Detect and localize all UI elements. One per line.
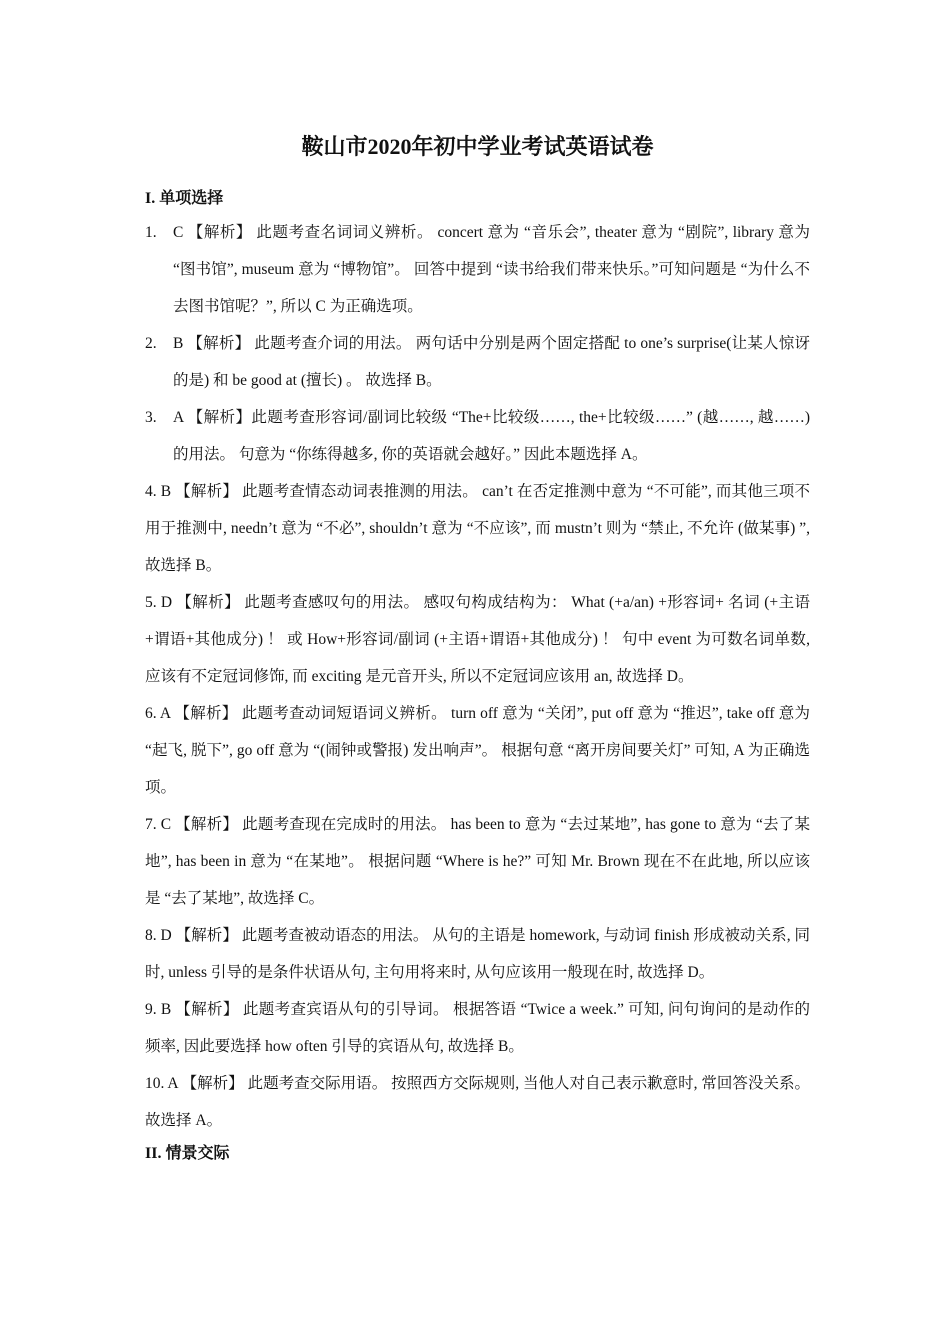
answer-item-5: 5. D 【解析】 此题考查感叹句的用法。 感叹句构成结构为： What (+a/an) +形容词+ 名词 (+主语+谓语+其他成分) ！ 或 How+形容词/副词 (+主语+谓语+其他成分) ！ 句中 event 为可数名词单数, 应该有不定冠词修饰, 而 exciting 是元音开头, 所以不定冠词应该用 an, 故选择 D。: [145, 594, 810, 685]
answer-item-6: 6. A 【解析】 此题考查动词短语词义辨析。 turn off 意为 “关闭”, put off 意为 “推迟”, take off 意为 “起飞, 脱下”, go off 意为 “(闹钟或警报) 发出响声”。 根据句意 “离开房间要关灯” 可知, A 为正确选项。: [145, 705, 810, 796]
item-number: 3.: [145, 409, 157, 426]
answer-item-3: [145, 399, 810, 473]
item-text: C 【解析】 此题考查名词词义辨析。 concert 意为 “音乐会”, theater 意为 “剧院”, library 意为 “图书馆”, museum 意为 “博物馆”。 回答中提到 “读书给我们带来快乐。”可知问题是 “为什么不去图书馆呢？”, 所以 C 为正确选项。: [173, 224, 810, 315]
answer-item-8: 8. D 【解析】 此题考查被动语态的用法。 从句的主语是 homework, 与动词 finish 形成被动关系, 同时, unless 引导的是条件状语从句, 主句用将来时, 从句应该用一般现在时, 故选择 D。: [145, 927, 810, 981]
section-heading-single-choice: I. 单项选择: [145, 190, 224, 207]
page-title: 鞍山市2020年初中学业考试英语试卷: [301, 134, 654, 159]
answer-item-4: 4. B 【解析】 此题考查情态动词表推测的用法。 can’t 在否定推测中意为 “不可能”, 而其他三项不用于推测中, needn’t 意为 “不必”, shouldn’t 意为 “不应该”, 而 mustn’t 则为 “禁止, 不允许 (做某事) ”, 故选择 B。: [145, 483, 810, 574]
item-text: B 【解析】 此题考查介词的用法。 两句话中分别是两个固定搭配 to one’s surprise(让某人惊讶的是) 和 be good at (擅长) 。 故选择 B。: [173, 335, 810, 389]
section-heading-dialogue: II. 情景交际: [145, 1145, 230, 1162]
answer-item-2: [145, 325, 810, 399]
answer-item-7: 7. C 【解析】 此题考查现在完成时的用法。 has been to 意为 “去过某地”, has gone to 意为 “去了某地”, has been in 意为 “在某地”。 根据问题 “Where is he?” 可知 Mr. Brown 现在不在此地, 所以应该是 “去了某地”, 故选择 C。: [145, 816, 810, 907]
document-page: [145, 132, 810, 1169]
answer-item-10: 10. A 【解析】 此题考查交际用语。 按照西方交际规则, 当他人对自己表示歉意时, 常回答没关系。 故选择 A。: [145, 1075, 810, 1129]
item-number: 1.: [145, 224, 157, 241]
answer-item-1: [145, 214, 810, 325]
item-number: 2.: [145, 335, 157, 352]
item-text: A 【解析】此题考查形容词/副词比较级 “The+比较级……, the+比较级……” (越……, 越……) 的用法。 句意为 “你练得越多, 你的英语就会越好。” 因此本题选择 A。: [173, 409, 810, 463]
answer-item-9: 9. B 【解析】 此题考查宾语从句的引导词。 根据答语 “Twice a week.” 可知, 问句询问的是动作的频率, 因此要选择 how often 引导的宾语从句, 故选择 B。: [145, 1001, 810, 1055]
